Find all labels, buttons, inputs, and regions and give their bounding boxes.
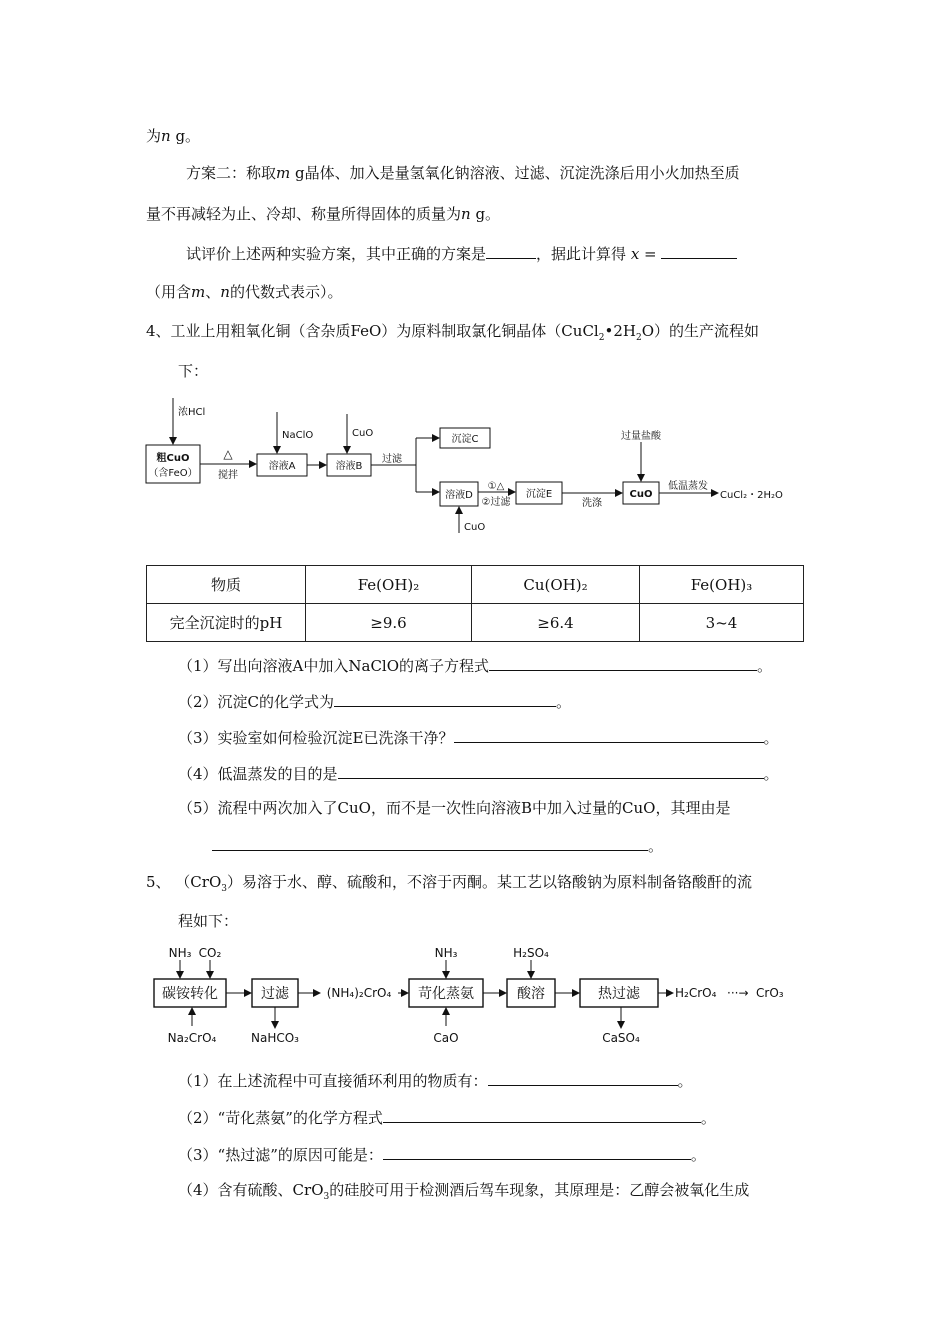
- cuo-bottom-label: CuO: [464, 522, 486, 533]
- table-cell: ≥6.4: [472, 604, 640, 642]
- var-n: n: [461, 205, 471, 223]
- solution-d-box: 溶液D: [445, 490, 473, 501]
- q5-sub3: [178, 1143, 706, 1165]
- crude-cuo-sub: （含FeO）: [148, 468, 198, 479]
- text-fragment: 。: [763, 765, 779, 783]
- text-fragment: ）易溶于水、醇、硫酸和，不溶于丙酮。某工艺以铬酸钠为原料制备铬酸酐的流: [227, 873, 753, 891]
- text-fragment: 5、 （CrO: [146, 873, 222, 891]
- ammonium-bicarbonate-box: 碳铵转化: [162, 986, 218, 1002]
- text-fragment: 。: [700, 1109, 716, 1127]
- answer-blank[interactable]: [334, 690, 556, 707]
- cro3-label: CrO₃: [756, 986, 784, 1000]
- acid-dissolve-box: 酸溶: [517, 986, 545, 1002]
- cao-label: CaO: [433, 1031, 459, 1045]
- expression-line: [146, 282, 342, 302]
- text-fragment: =: [639, 245, 657, 263]
- answer-blank[interactable]: [486, 242, 536, 259]
- text-fragment: 。: [690, 1146, 706, 1164]
- table-cell: ≥9.6: [306, 604, 472, 642]
- q4-sub4: [178, 762, 779, 784]
- q4-sub2: [178, 690, 571, 712]
- text-fragment: 。: [677, 1072, 693, 1090]
- answer-blank[interactable]: [338, 762, 764, 779]
- subscript: 2: [635, 333, 642, 343]
- text-fragment: 试评价上述两种实验方案，其中正确的方案是: [186, 245, 487, 263]
- solution-b-box: 溶液B: [335, 461, 363, 472]
- text-fragment: 。: [763, 729, 779, 747]
- text-fragment: 的硅胶可用于检测酒后驾车现象，其原理是：乙醇会被氧化生成: [329, 1181, 750, 1199]
- step-1-label: ①△: [487, 481, 505, 492]
- filter-box: 过滤: [261, 986, 289, 1002]
- wash-label: 洗涤: [582, 498, 602, 509]
- filter-label: 过滤: [382, 454, 402, 465]
- low-temp-evap-label: 低温蒸发: [668, 481, 708, 492]
- text-fragment: g晶体、加入是量氢氧化钠溶液、过滤、沉淀洗涤后用小火加热至质: [290, 164, 740, 182]
- stir-label: 搅拌: [218, 470, 238, 481]
- text-fragment: g。: [470, 205, 501, 223]
- text-fragment: 。: [648, 837, 664, 855]
- crude-cuo-label: 粗CuO: [156, 453, 190, 464]
- ellipsis-arrow: ···→: [727, 986, 749, 1000]
- ammonium-chromate-label: (NH₄)₂CrO₄: [326, 986, 392, 1000]
- text-fragment: （4）低温蒸发的目的是: [178, 765, 338, 783]
- var-n: n: [220, 283, 230, 301]
- text-fragment: 。: [556, 693, 572, 711]
- answer-blank[interactable]: [212, 834, 648, 851]
- text-fragment: （用含: [146, 283, 192, 301]
- answer-blank[interactable]: [661, 242, 737, 259]
- q4-sub5: （5）流程中两次加入了CuO，而不是一次性向溶液B中加入过量的CuO，其理由是: [178, 799, 731, 817]
- text-fragment: 、: [205, 283, 221, 301]
- text-fragment: g。: [170, 127, 201, 145]
- text-fragment: 。: [757, 657, 773, 675]
- dots-label: ···: [727, 986, 739, 1000]
- q5-sub1: [178, 1069, 693, 1091]
- subscript: 3: [221, 884, 227, 894]
- table-header-row: [147, 566, 804, 604]
- text-fragment: 的代数式表示）。: [229, 283, 343, 301]
- q4-sub1: [178, 654, 772, 676]
- hot-filter-box: 热过滤: [598, 986, 640, 1002]
- naclo-label: NaClO: [282, 430, 314, 441]
- text-fragment: ，据此计算得: [536, 245, 627, 263]
- q4-stem-cont: 下：: [178, 362, 209, 380]
- product-label: CuCl₂・2H₂O: [720, 490, 783, 501]
- text-fragment: （2）“苛化蒸氨”的化学方程式: [178, 1109, 383, 1127]
- plan-two-line: [186, 163, 740, 183]
- answer-blank[interactable]: [454, 726, 764, 743]
- q4-sub5-blank-line: [212, 834, 663, 856]
- var-n: n: [161, 127, 171, 145]
- text-fragment: 量不再减轻为止、冷却、称量所得固体的质量为: [146, 205, 462, 223]
- plan-two-cont: [146, 204, 500, 224]
- precipitate-c-box: 沉淀C: [451, 434, 479, 445]
- h2so4-label: H₂SO₄: [513, 946, 549, 960]
- evaluate-line: [186, 242, 737, 264]
- q5-sub4: [178, 1180, 749, 1207]
- answer-blank[interactable]: [489, 654, 757, 671]
- var-x: x: [630, 245, 640, 263]
- ph-table: [146, 565, 804, 642]
- caso4-label: CaSO₄: [602, 1031, 640, 1045]
- h2cro4-label: H₂CrO₄: [675, 986, 717, 1000]
- text-fragment: （3）“热过滤”的原因可能是：: [178, 1146, 383, 1164]
- heat-symbol: △: [223, 447, 233, 461]
- text-fragment: 为: [146, 127, 162, 145]
- table-header-cell: Fe(OH)₃: [640, 566, 804, 604]
- text-fragment: 4、工业上用粗氧化铜（含杂质FeO）为原料制取氯化铜晶体（CuCl: [146, 322, 599, 340]
- subscript: 3: [323, 1192, 330, 1202]
- q4-sub3: [178, 726, 779, 748]
- conc-hcl-label: 浓HCl: [178, 407, 206, 418]
- text-fragment: （3）实验室如何检验沉淀E已洗涤干净？: [178, 729, 454, 747]
- text-fragment: （2）沉淀C的化学式为: [178, 693, 335, 711]
- q5-stem: [146, 872, 752, 899]
- table-header-cell: Fe(OH)₂: [306, 566, 472, 604]
- solution-a-box: 溶液A: [268, 461, 296, 472]
- table-header-cell: 物质: [147, 566, 306, 604]
- text-fragment: •2H: [604, 322, 636, 340]
- nh3-label: NH₃: [434, 946, 458, 960]
- q5-stem-cont: 程如下：: [178, 912, 239, 930]
- text-line-1: [146, 126, 200, 146]
- text-fragment: O）的生产流程如: [641, 322, 759, 340]
- precipitate-e-box: 沉淀E: [525, 489, 553, 500]
- answer-blank[interactable]: [383, 1106, 701, 1123]
- text-fragment: （4）含有硫酸、CrO: [178, 1181, 324, 1199]
- subscript: 2: [598, 333, 605, 343]
- table-header-cell: Cu(OH)₂: [472, 566, 640, 604]
- answer-blank[interactable]: [488, 1069, 678, 1086]
- q5-sub2: [178, 1106, 716, 1128]
- co2-label: CO₂: [198, 946, 222, 960]
- step-2-label: ②过滤: [481, 497, 511, 508]
- causticize-box: 苛化蒸氨: [418, 986, 474, 1002]
- text-fragment: 方案二：称取: [186, 164, 277, 182]
- answer-blank[interactable]: [383, 1143, 691, 1160]
- var-m: m: [276, 164, 291, 182]
- text-fragment: （1）写出向溶液A中加入NaClO的离子方程式: [178, 657, 490, 675]
- flow-diagram-cro3: [140, 942, 810, 1054]
- table-row: [147, 604, 804, 642]
- nh3-label: NH₃: [168, 946, 192, 960]
- excess-hcl-label: 过量盐酸: [621, 431, 661, 442]
- table-cell: 3~4: [640, 604, 804, 642]
- q4-stem: [146, 321, 759, 348]
- row-label-cell: 完全沉淀时的pH: [147, 604, 306, 642]
- flow-diagram-cucl2: [140, 398, 810, 538]
- cuo-top-label: CuO: [352, 428, 374, 439]
- nahco3-label: NaHCO₃: [251, 1031, 299, 1045]
- na2cro4-label: Na₂CrO₄: [167, 1031, 217, 1045]
- var-m: m: [191, 283, 206, 301]
- cuo-box: CuO: [629, 489, 653, 500]
- text-fragment: （1）在上述流程中可直接循环利用的物质有：: [178, 1072, 488, 1090]
